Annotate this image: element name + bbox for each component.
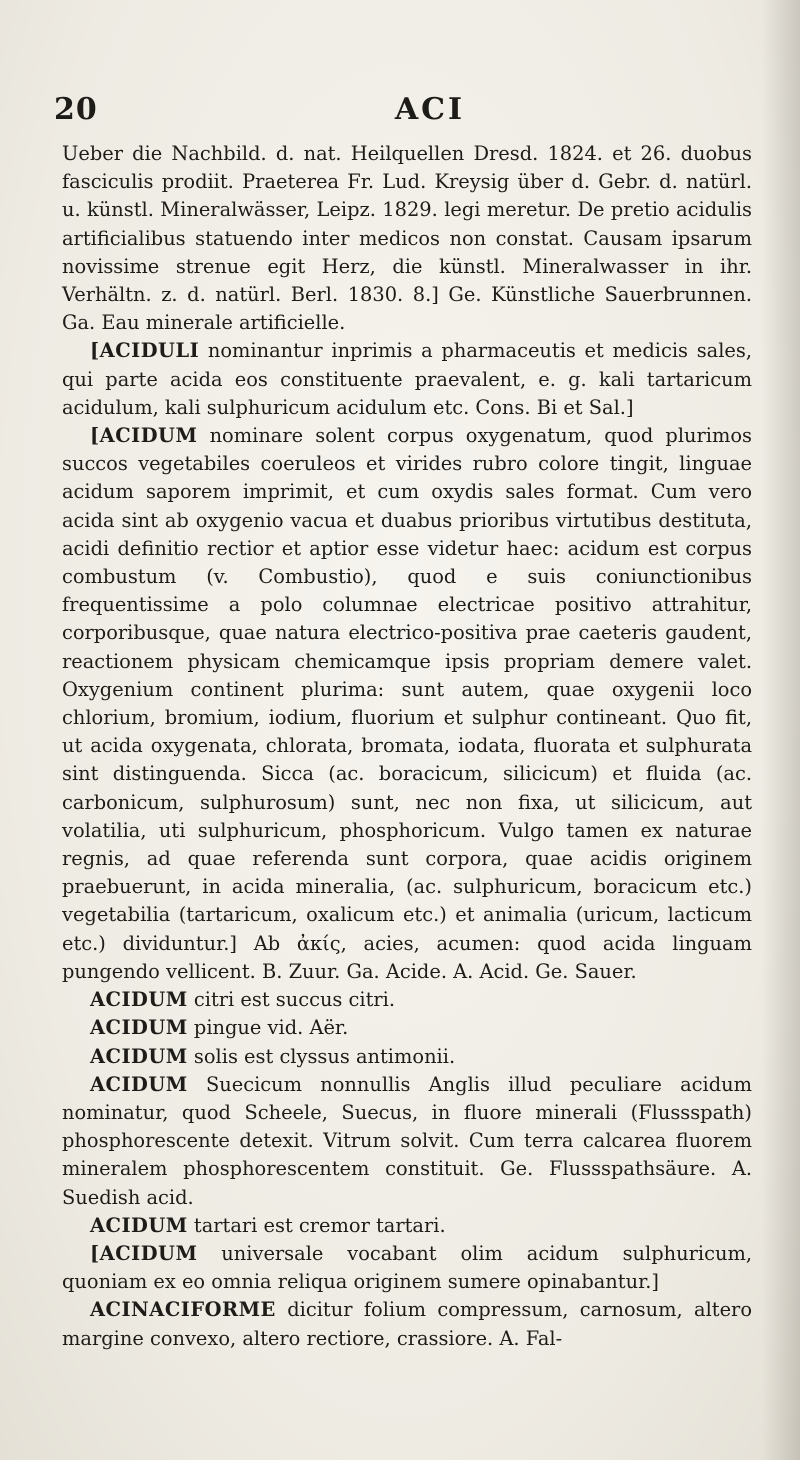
entry-headword: ACINACIFORME (90, 1298, 276, 1322)
entry-acidum-tartari (62, 1212, 752, 1240)
entry-text: nominantur inprimis a pharmaceutis et medicis sales, qui parte acida eos constituente praevalent, e. g. kali tartaricum acidulum, kali sulphuricum acidulum etc. Cons. Bi et Sal.] (62, 339, 752, 419)
page-edge-shadow (762, 0, 800, 1460)
entry-text: universale vocabant olim acidum sulphuricum, quoniam ex eo omnia reliqua originem sumere opinabantur.] (62, 1241, 752, 1294)
entry-aciduli (62, 337, 752, 422)
entry-text: citri est succus citri. (187, 988, 396, 1012)
running-head: ACI (394, 92, 466, 127)
entry-text: pingue vid. Aër. (187, 1016, 349, 1040)
entry-nachbild (62, 140, 752, 337)
entry-text: dicitur folium compressum, carnosum, altero margine convexo, altero rectiore, crassiore. A. Fal- (62, 1298, 752, 1350)
entry-headword: [ACIDUM (90, 424, 198, 448)
entry-acidum-solis (62, 1043, 752, 1071)
entry-headword: ACIDUM (90, 1044, 188, 1068)
entry-text: Suecicum nonnullis Anglis illud peculiare acidum nominatur, quod Scheele, Suecus, in fluore minerali (Flussspath) phosphorescente detexit. Vitrum solvit. Cum terra calcarea fluorem mineralem phosphorescentem constituit. Ge. Flussspathsäure. A. Suedish acid. (62, 1072, 752, 1209)
page-header (40, 92, 760, 132)
entry-acidum (62, 422, 752, 986)
entry-acidum-citri (62, 986, 752, 1014)
entry-headword: ACIDUM (90, 988, 188, 1012)
entry-text: solis est clyssus antimonii. (187, 1044, 456, 1068)
entry-acidum-pingue (62, 1014, 752, 1042)
entry-text: tartari est cremor tartari. (187, 1213, 446, 1237)
entry-headword: [ACIDULI (90, 339, 200, 363)
entry-headword: [ACIDUM (90, 1241, 198, 1265)
entry-text: nominare solent corpus oxygenatum, quod plurimos succos vegetabiles coeruleos et virides rubro colore tingit, linguae acidum saporem imprimit, et cum oxydis sales format. Cum vero acida sint ab oxygenio vacua et duabus prioribus virtutibus destituta, acidi definitio rectior et aptior esse videtur haec: acidum est corpus combustum (v. Combustio), quod e suis coniunctionibus frequentissime a polo columnae electricae positivo attrahitur, corporibusque, quae natura electrico-positiva prae caeteris gaudent, reactionem physicam chemicamque ipsis propriam demere valet. Oxygenium continent plurima: sunt autem, quae oxygenii loco chlorium, bromium, iodium, fluorium et sulphur contineant. Quo fit, ut acida oxygenata, chlorata, bromata, iodata, fluorata et sulphurata sint distinguenda. Sicca (ac. boracicum, silicicum) et fluida (ac. carbonicum, sulphurosum) sunt, nec non fixa, ut silicicum, aut volatilia, uti sulphuricum, phosphoricum. Vulgo tamen ex naturae regnis, ad quae referenda sunt corpora, quae acidis originem praebuerunt, in acida mineralia, (ac. sulphuricum, boracicum etc.) vegetabilia (tartaricum, oxalicum etc.) et animalia (uricum, lacticum etc.) dividuntur.] Ab ἀκίς, acies, acumen: quod acida linguam pungendo vellicent. B. Zuur. Ga. Acide. A. Acid. Ge. Sauer. (62, 424, 752, 983)
dictionary-text (62, 140, 752, 1353)
entry-text: Ueber die Nachbild. d. nat. Heilquellen Dresd. 1824. et 26. duobus fasciculis prodiit. Praeterea Fr. Lud. Kreysig über d. Gebr. d. natürl. u. künstl. Mineralwässer, Leipz. 1829. legi meretur. De pretio acidulis artificialibus statuendo inter medicos non constat. Causam ipsarum novissime strenue egit Herz, die künstl. Mineralwasser in ihr. Verhältn. z. d. natürl. Berl. 1830. 8.] Ge. Künstliche Sauerbrunnen. Ga. Eau minerale artificielle. (62, 142, 752, 335)
entry-acidum-suecicum (62, 1071, 752, 1212)
entry-acinaciforme (62, 1296, 752, 1352)
entry-acidum-universale (62, 1240, 752, 1296)
entry-headword: ACIDUM (90, 1072, 188, 1096)
entry-headword: ACIDUM (90, 1213, 188, 1237)
page-number: 20 (54, 92, 98, 127)
entry-headword: ACIDUM (90, 1016, 188, 1040)
